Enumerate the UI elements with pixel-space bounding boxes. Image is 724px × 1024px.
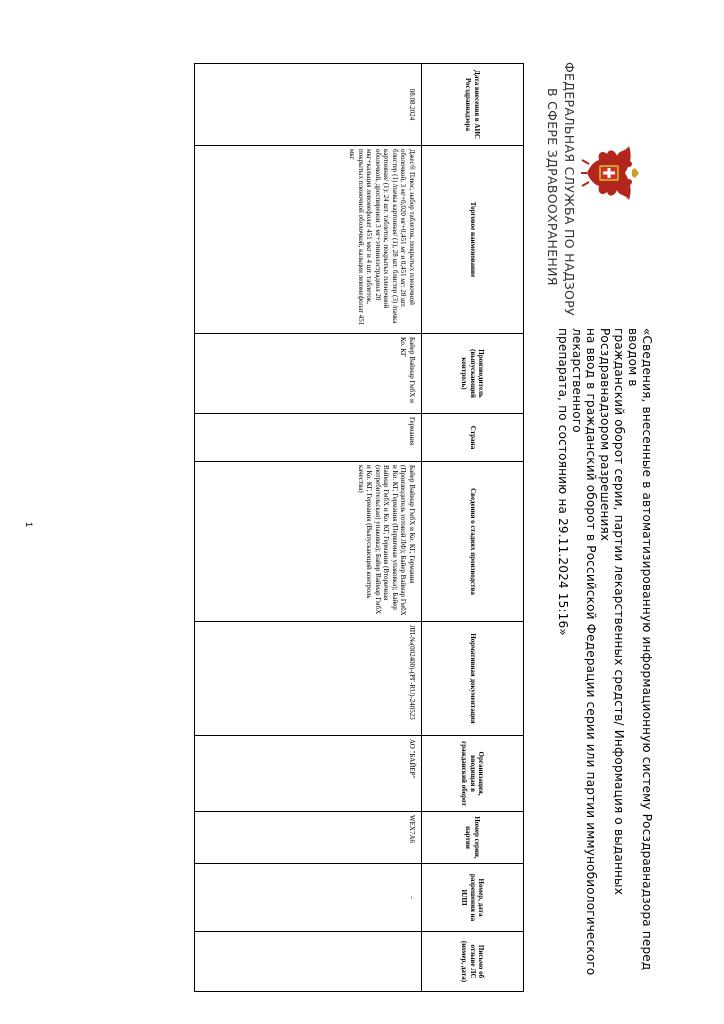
column-header: Нормативная документация [422,622,524,736]
title-line: гражданский оборот серии, партии лекарственных средств/ Информация о выданных Росздравнадзором разрешениях [598,328,626,896]
column-header: Письмо об отзыве ЛС (номер, дата) [422,932,524,992]
page-number: 1 [24,522,34,528]
column-header: Дата внесения в АИС Росздравнадзора [422,64,524,146]
cell-organization: АО "БАЙЕР" [195,736,422,812]
cell-batch: WEX7A6 [195,812,422,864]
column-header: Торговое наименование [422,146,524,334]
cell-normative-doc: ЛП-№(002400)-(РГ-RU)-240523 [195,622,422,736]
title-line: на ввод в гражданский оборот в Российской Федерации серии или партии иммунобиологического лекарственного [570,328,598,976]
column-header: Сведения о стадиях производства [422,462,524,622]
title-line: препарата, по состоянию на 29.11.2024 15:16» [556,328,570,636]
column-header: Производитель (выпускающий контроль) [422,334,524,414]
title-line: «Сведения, внесенные в автоматизированную информационную систему Росздравнадзора перед вводом в [626,328,654,971]
emblem-icon [581,140,639,206]
column-header: Страна [422,414,524,462]
document-title [556,328,654,988]
cell-recall [195,932,422,992]
column-header: Номер, дата разрешения на ИЛП [422,864,524,932]
cell-permit: - [195,864,422,932]
org-line: ФЕДЕРАЛЬНАЯ СЛУЖБА ПО НАДЗОРУ [562,62,577,316]
table-row [195,64,422,992]
cell-trade-name: Джес® Плюс, набор таблеток, покрытых пленочной оболочкой, 3 мг+0,020 мг+0,451 мг и 0,451 мг: 28 шт. блистер (1) /пачка картонная/ (1), 28 шт. блистер (3) /пачка картонная/ (1): 24 шт. таблеток, покрытых пленочной оболочкой, дроспиренон 3 мг+этинилэстрадиол 20 мкг+кальция левомефолат 451 мкг и 4 шт. таблеток, покрытых пленочной оболочкой, кальция левомефолат 451 мкг [195,146,422,334]
cell-stages: Байер Ваймар ГмбХ и Ко. КГ, Германия (Производитель готовой ЛФ); Байер Ваймар ГмбХ и Ко. КГ, Германия (Первичная упаковка); Байер Ваймар ГмбХ и Ко. КГ, Германия (Вторичная (потребительская) упаковка); Байер Ваймар ГмбХ и Ко. КГ, Германия (Выпускающий контроль качества) [195,462,422,622]
org-line: В СФЕРЕ ЗДРАВООХРАНЕНИЯ [545,88,560,286]
cell-country: Германия [195,414,422,462]
cell-date: 08.08.2024 [195,64,422,146]
registry-table [194,63,524,992]
column-header: Организация, вводящая в гражданский оборот [422,736,524,812]
table-header-row [422,64,524,992]
column-header: Номер серии, партии [422,812,524,864]
cell-manufacturer: Байер Ваймар ГмбХ и Ко. КГ [195,334,422,414]
organization-name [544,62,578,316]
